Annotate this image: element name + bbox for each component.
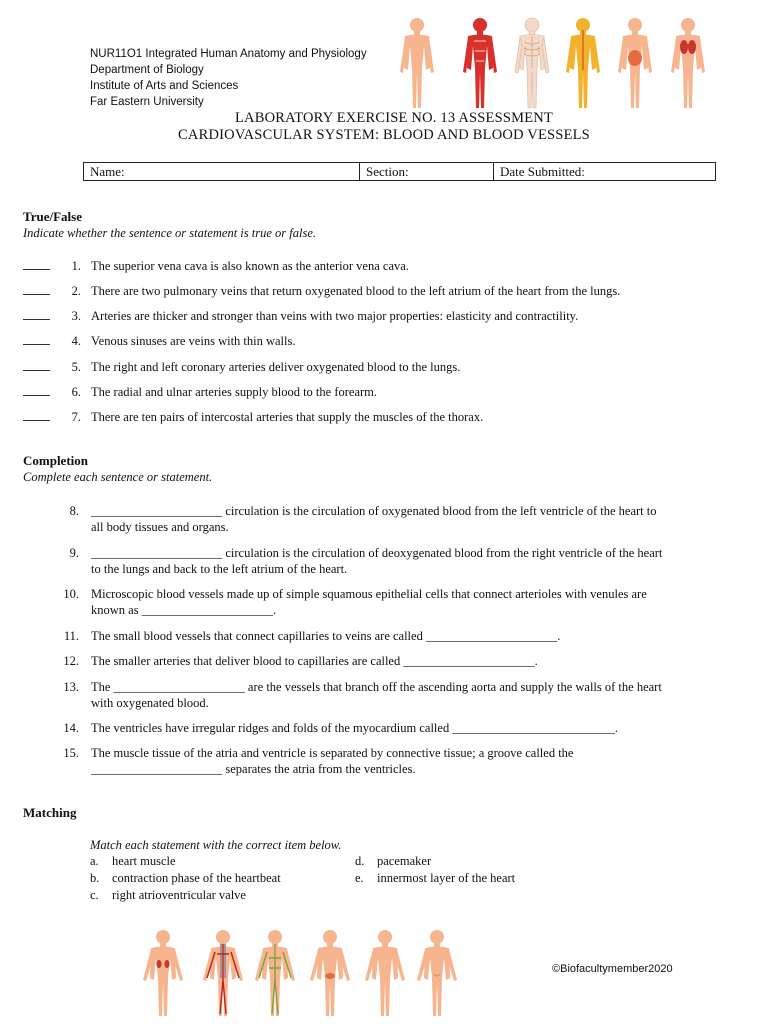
muscular-system-icon: [463, 18, 497, 108]
tf-item: 7. There are ten pairs of intercostal arteries that supply the muscles of the thorax.: [23, 410, 50, 425]
institute-name: Institute of Arts and Sciences: [90, 80, 239, 92]
answer-blank[interactable]: [23, 410, 50, 421]
reproductive-system-icon: [310, 930, 350, 1016]
circulatory-system-icon: [203, 930, 243, 1016]
match-option: c. right atrioventricular valve: [90, 888, 246, 902]
tf-item: 6. The radial and ulnar arteries supply blood to the forearm.: [23, 385, 50, 400]
exercise-title: LABORATORY EXERCISE NO. 13 ASSESSMENT: [235, 110, 553, 126]
tf-item: 1. The superior vena cava is also known as the anterior vena cava.: [23, 259, 50, 274]
student-info-table: [83, 162, 716, 181]
matching-heading: Matching: [23, 805, 77, 820]
section-field[interactable]: [360, 163, 494, 181]
body-outline-icon: [365, 930, 405, 1016]
bottom-body-figures: [135, 928, 465, 1020]
tf-item: 3. Arteries are thicker and stronger than veins with two major properties: elasticity and contractility.: [23, 309, 50, 324]
date-submitted-field[interactable]: [494, 163, 716, 181]
top-body-figures: [395, 16, 715, 112]
tf-item: 4. Venous sinuses are veins with thin walls.: [23, 334, 50, 349]
department-name: Department of Biology: [90, 64, 204, 76]
university-name: Far Eastern University: [90, 96, 204, 108]
tf-item: 2. There are two pulmonary veins that return oxygenated blood to the left atrium of the heart from the lungs.: [23, 284, 50, 299]
name-label: Name:: [90, 163, 125, 179]
match-option: d. pacemaker: [355, 854, 432, 868]
nervous-system-icon: [566, 18, 600, 108]
section-label: Section:: [366, 163, 409, 179]
answer-blank[interactable]: [23, 334, 50, 345]
tf-item: 5. The right and left coronary arteries deliver oxygenated blood to the lungs.: [23, 360, 50, 375]
answer-blank[interactable]: [23, 385, 50, 396]
true-false-heading: True/False: [23, 209, 82, 224]
body-outline-icon: [417, 930, 457, 1016]
lymphatic-system-icon: [255, 930, 295, 1016]
body-outline-icon: [400, 18, 434, 108]
header-info: [90, 46, 367, 110]
digestive-system-icon: [618, 18, 652, 108]
completion-instruction: Complete each sentence or statement.: [23, 470, 213, 484]
answer-blank[interactable]: [23, 259, 50, 270]
answer-blank[interactable]: [23, 360, 50, 371]
match-option: e. innermost layer of the heart: [355, 871, 516, 885]
matching-instruction: Match each statement with the correct item below.: [90, 838, 342, 852]
name-field[interactable]: [84, 163, 360, 181]
skeletal-system-icon: [515, 18, 549, 108]
answer-blank[interactable]: [23, 284, 50, 295]
true-false-instruction: Indicate whether the sentence or statement is true or false.: [23, 226, 316, 240]
completion-heading: Completion: [23, 453, 88, 468]
match-option: b. contraction phase of the heartbeat: [90, 871, 281, 885]
course-name: NUR11O1 Integrated Human Anatomy and Physiology: [90, 48, 367, 60]
match-option: a. heart muscle: [90, 854, 176, 868]
exercise-subtitle: CARDIOVASCULAR SYSTEM: BLOOD AND BLOOD VESSELS: [178, 127, 590, 143]
urinary-system-icon: [143, 930, 183, 1016]
copyright-notice: ©Biofacultymember2020: [552, 963, 673, 975]
respiratory-system-icon: [671, 18, 705, 108]
answer-blank[interactable]: [23, 309, 50, 320]
date-submitted-label: Date Submitted:: [500, 163, 585, 179]
